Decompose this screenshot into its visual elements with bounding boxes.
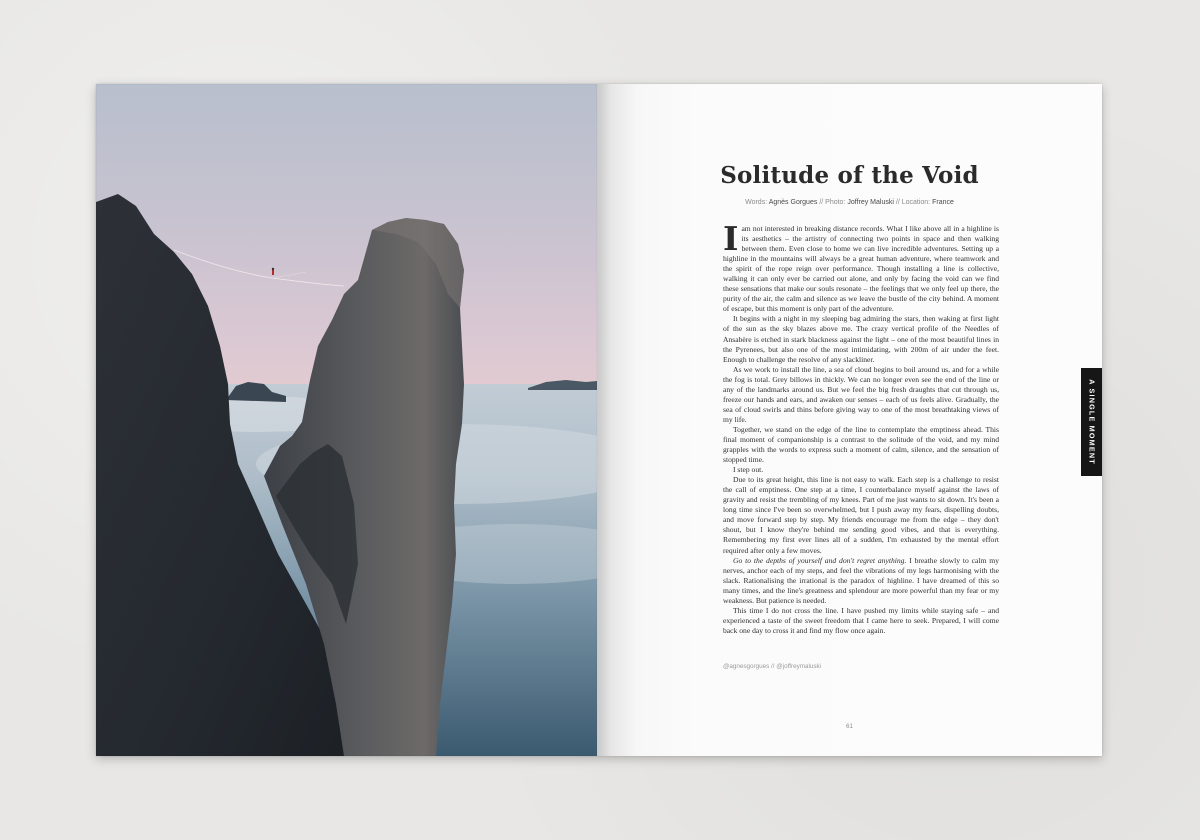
byline-location-label: Location: xyxy=(901,199,931,206)
paragraph: I step out. xyxy=(733,465,764,475)
byline-separator: // xyxy=(819,199,824,206)
paragraph: Together, we stand on the edge of the line to contemplate the emptiness ahead. This final moment of companionship is a contrast to the solitude of the void, and my mind grapples with the words to express such a moment of calm, silence, and the sensation of stopped time. xyxy=(723,424,999,465)
social-handles: @agnesgorgues // @joffreymaluski xyxy=(723,663,822,670)
section-tab-label: A SINGLE MOMENT xyxy=(1087,379,1096,465)
article-body xyxy=(723,219,999,636)
dropcap: I xyxy=(723,219,739,258)
paragraph: As we work to install the line, a sea of cloud begins to boil around us, and for a while the fog is total. Grey billows in thickly. We can no longer even see the end of the line or any of the landmarks around us. But we feel the big fresh draughts that cut through us, freeze our hands and ears, and awaken our senses – each of us feels alive. Gradually, the sea of cloud swirls and thins before giving way to one of the most breathtaking views of my life. xyxy=(723,364,999,424)
italic-lead: Go to the depths of yourself and don't regret anything. xyxy=(733,555,907,565)
byline-location: France xyxy=(932,199,954,206)
paragraph: Go to the depths of yourself and don't regret anything. I breathe slowly to calm my nerves, anchor each of my steps, and feel the vibrations of my legs harmonising with the slack. Rationalising the irrational is the paradox of highline. I have dreamed of this so many times, and the line's greatness and splendour are more powerful than my fear or my weakness. But patience is needed. xyxy=(723,555,999,605)
magazine-spread xyxy=(96,84,1102,756)
paragraph: This time I do not cross the line. I have pushed my limits while staying safe – and experienced a taste of the sweet freedom that I came here to seek. Prepared, I will come back one day to cross it and find my flow once again. xyxy=(723,605,999,635)
byline-words-label: Words: xyxy=(745,199,768,206)
byline-words: Agnès Gorgues xyxy=(768,199,818,206)
article-byline xyxy=(597,199,1102,206)
left-page-photo xyxy=(96,84,597,756)
paragraph: Iam not interested in breaking distance records. What I like above all in a highline is its aesthetics – the artistry of connecting two points in space and then walking between them. Even close to home we can live incredible adventures. Setting up a highline in the mountains will always be a great human adventure, where teamwork and the spirit of the rope reign over performance. Though installing a line is collective, walking it can only ever be carried out alone, and only by facing the void can we find these sensations that make our souls resonate – the feelings that we only feel up there, the purity of the air, the calm and silence as we leave the bustle of the city behind. A moment of escape, but this moment is only part of the adventure. xyxy=(723,219,999,314)
paragraph: It begins with a night in my sleeping bag admiring the stars, then waking at first light of the sun as the sky blazes above me. The crazy vertical profile of the Needles of Ansabère is etched in stark blackness against the light – one of the most beautiful lines in the Pyrenees, but also one of the most intimidating, with 200m of air under the feet. Enough to challenge the resolve of any slackliner. xyxy=(723,314,999,364)
byline-photo-label: Photo: xyxy=(825,199,846,206)
byline-photo: Joffrey Maluski xyxy=(847,199,894,206)
photo-highline-icon xyxy=(96,84,597,756)
paragraph: Due to its great height, this line is not easy to walk. Each step is a challenge to resist the call of emptiness. One step at a time, I counterbalance myself against the laws of gravity and resist the trembling of my knees. Part of me just wants to sit down. It's been a long time since I've been so overwhelmed, but I push away my fears, dispelling doubts, and move forward step by step. My friends encourage me from the edge – they don't shout, but I know they're behind me sending good vibes, and that is everything. Remembering my first ever lines all of a sudden, I'm exhausted by the mental effort required after only a few moves. xyxy=(723,475,999,555)
page-number: 61 xyxy=(846,724,853,730)
article-title: Solitude of the Void xyxy=(720,162,979,189)
right-page-article xyxy=(597,84,1102,756)
byline-separator: // xyxy=(895,199,900,206)
section-tab xyxy=(1081,368,1102,476)
